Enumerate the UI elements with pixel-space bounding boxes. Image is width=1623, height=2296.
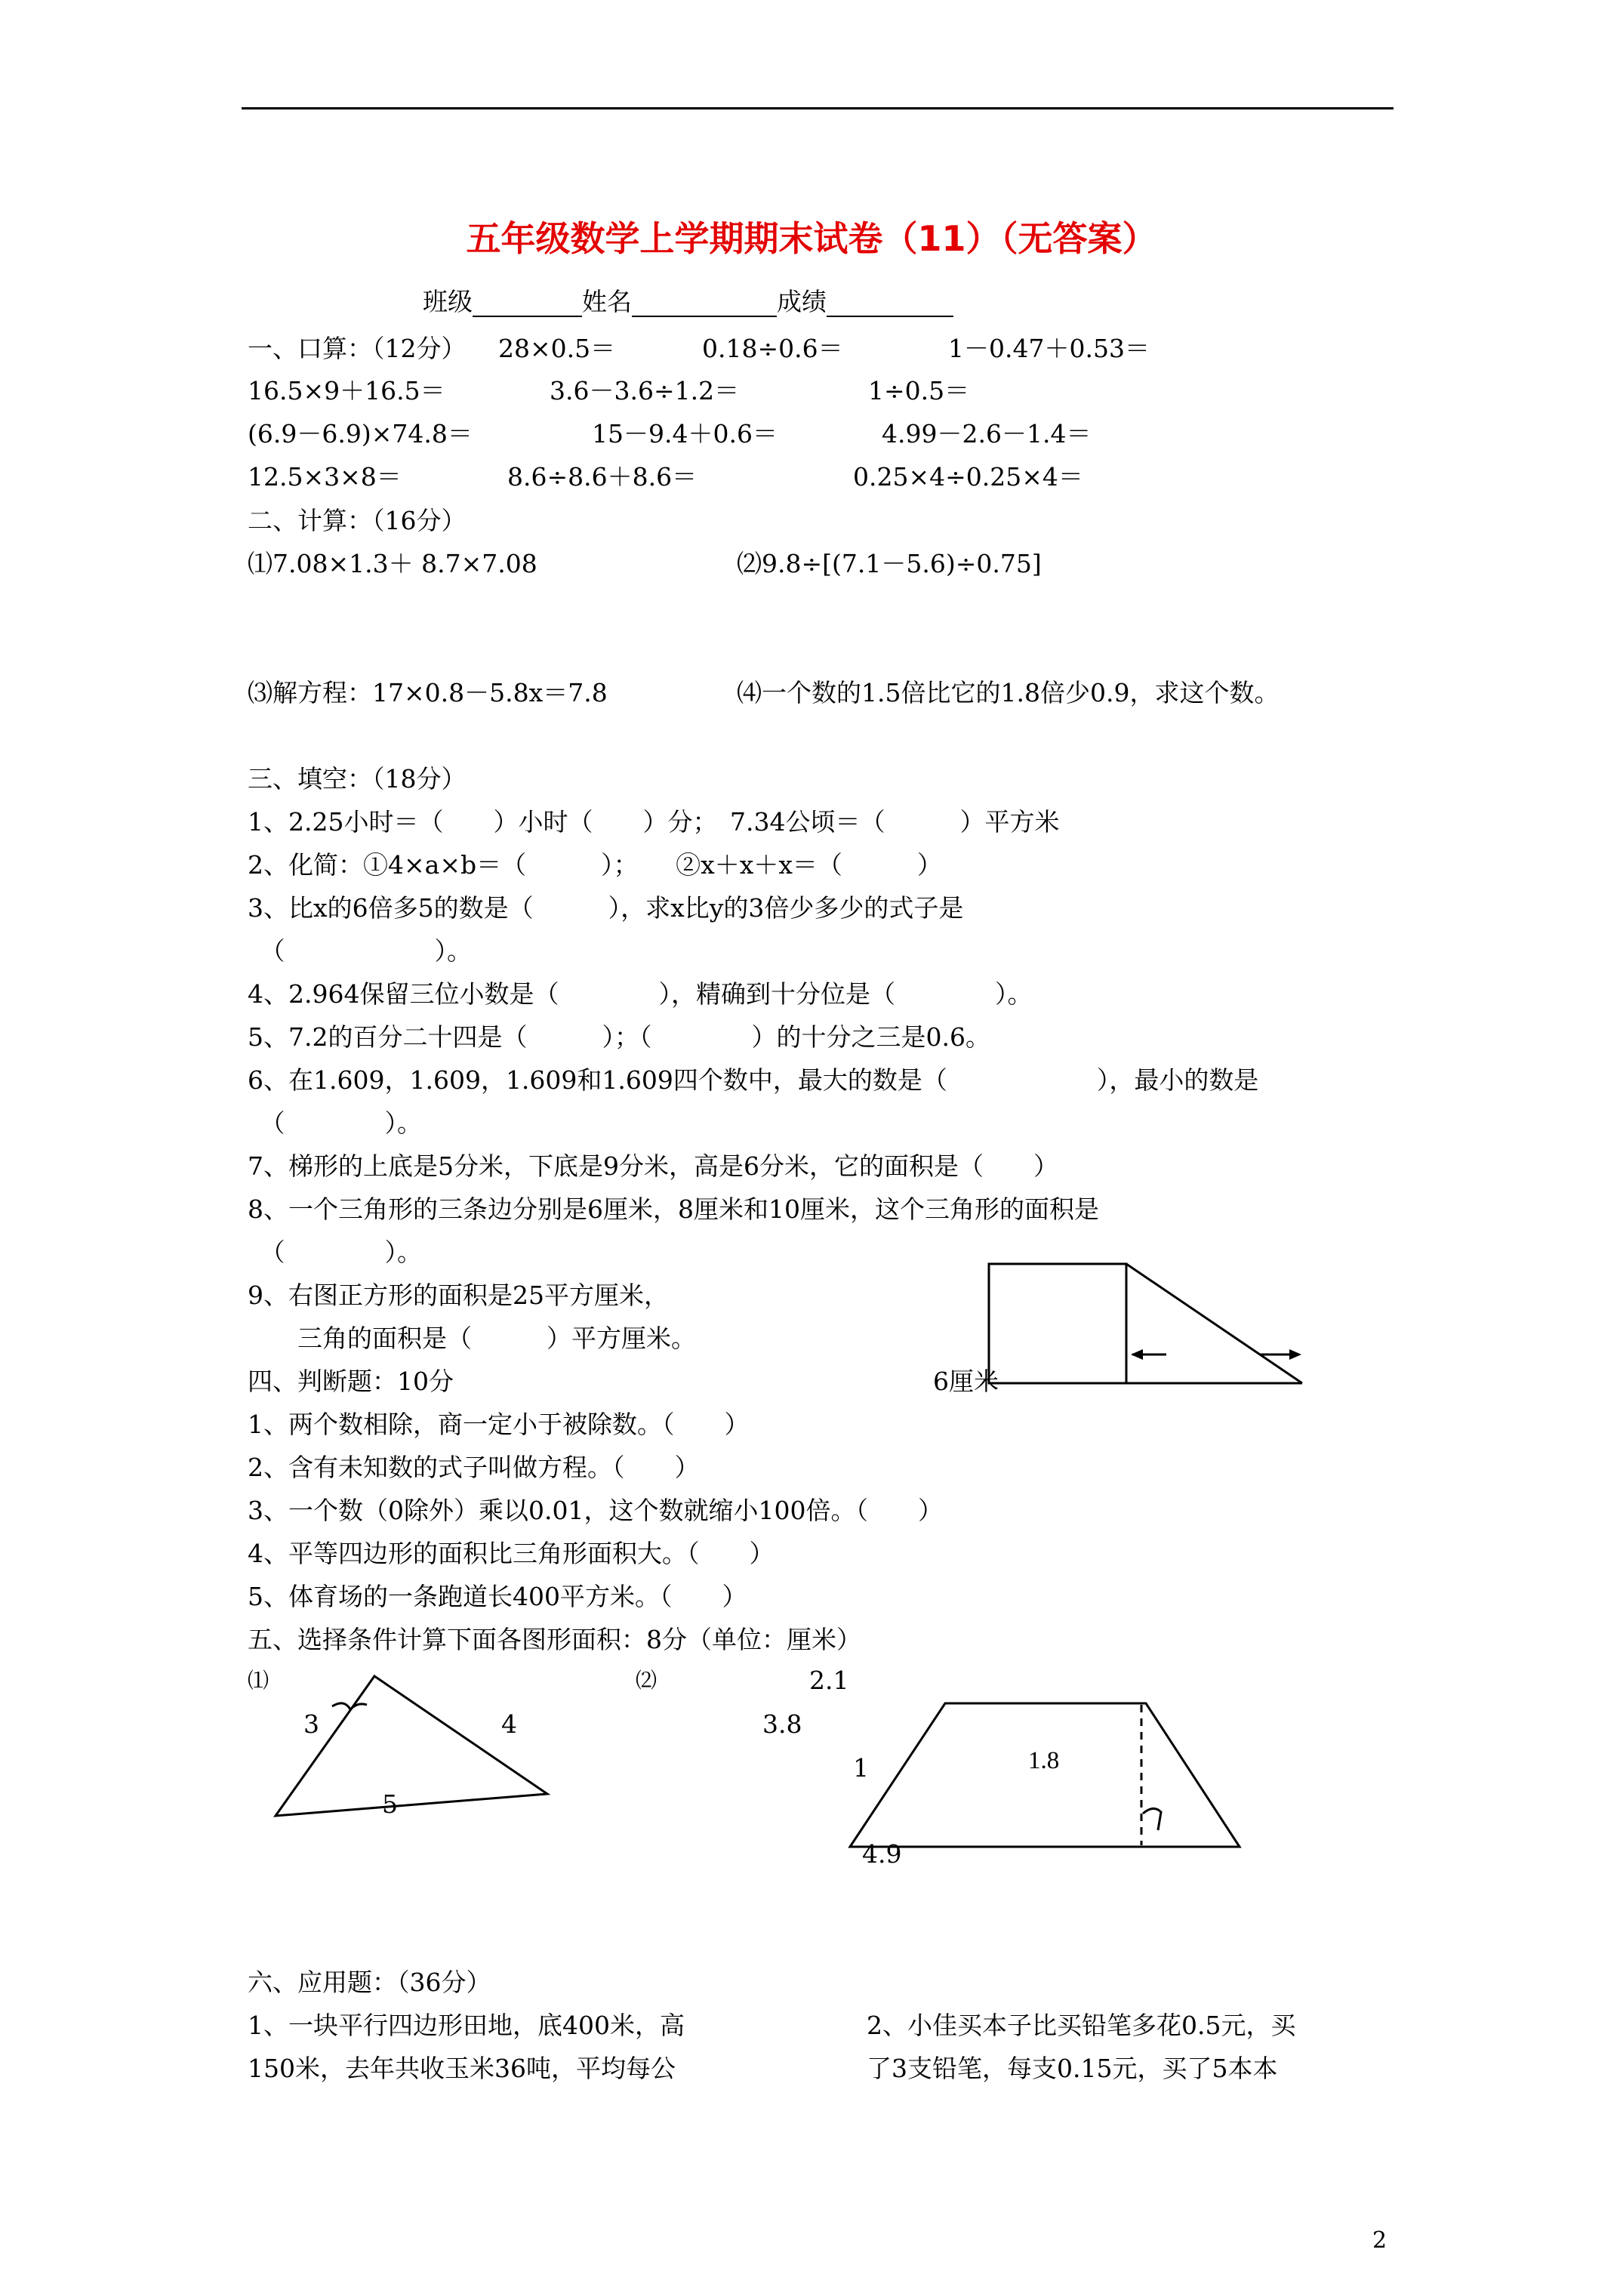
calc-q2: ⑵9.8÷[(7.1－5.6)÷0.75] bbox=[737, 549, 1042, 578]
score-label: 成绩 bbox=[777, 287, 827, 316]
trapezoid-figure bbox=[845, 1691, 1246, 1857]
fig1-side-c: 5 bbox=[382, 1789, 398, 1819]
app-q1-line: 1、一块平行四边形田地，底400米，高 bbox=[248, 2011, 685, 2040]
oral-item: 0.18÷0.6＝ bbox=[702, 334, 843, 363]
fill-line: （ ）。 bbox=[248, 936, 472, 966]
judge-line: 1、两个数相除，商一定小于被除数。（ ） bbox=[248, 1410, 750, 1439]
page-title: 五年级数学上学期期末试卷（11）（无答案） bbox=[466, 218, 1157, 259]
oral-item: 28×0.5＝ bbox=[498, 334, 616, 363]
app-q2-line: 2、小佳买本子比买铅笔多花0.5元，买 bbox=[867, 2011, 1296, 2040]
section5-heading: 五、选择条件计算下面各图形面积：8分（单位：厘米） bbox=[248, 1625, 861, 1654]
fig2-height: 1.8 bbox=[1028, 1747, 1060, 1774]
fill-line: 7、梯形的上底是5分米，下底是9分米，高是6分米，它的面积是（ ） bbox=[248, 1151, 1058, 1181]
class-blank[interactable] bbox=[473, 290, 582, 317]
judge-line: 2、含有未知数的式子叫做方程。（ ） bbox=[248, 1453, 700, 1482]
section6-heading: 六、应用题：（36分） bbox=[248, 1968, 491, 1997]
class-label: 班级 bbox=[423, 287, 473, 316]
triangle-shape bbox=[276, 1676, 547, 1816]
fill-line: 5、7.2的百分二十四是（ ）；（ ）的十分之三是0.6。 bbox=[248, 1022, 990, 1052]
name-blank[interactable] bbox=[632, 290, 777, 317]
oral-item: 0.25×4÷0.25×4＝ bbox=[853, 462, 1083, 492]
page-number: 2 bbox=[1372, 2227, 1387, 2254]
app-q2-line: 了3支铅笔，每支0.15元，买了5本本 bbox=[867, 2054, 1278, 2083]
fill-line: 2、化简：①4×a×b＝（ ）； ②x＋x＋x＝（ ） bbox=[248, 850, 942, 880]
fill-line: （ ）。 bbox=[248, 1237, 422, 1267]
right-angle-mark bbox=[1143, 1808, 1161, 1830]
score-blank[interactable] bbox=[827, 290, 953, 317]
oral-item: 1－0.47＋0.53＝ bbox=[948, 334, 1150, 363]
fig2-label: ⑵ bbox=[636, 1668, 658, 1693]
fill-line: 三角的面积是（ ）平方厘米。 bbox=[248, 1324, 696, 1353]
fig2-bottom: 4.9 bbox=[862, 1839, 902, 1869]
left-arrow-head bbox=[1131, 1349, 1143, 1360]
square-shape bbox=[989, 1264, 1126, 1383]
fill-line: 8、一个三角形的三条边分别是6厘米，8厘米和10厘米，这个三角形的面积是 bbox=[248, 1194, 1099, 1224]
fill-line: 1、2.25小时＝（ ）小时（ ）分； 7.34公顷＝（ ）平方米 bbox=[248, 807, 1060, 837]
right-arrow-head bbox=[1289, 1349, 1301, 1360]
fig2-side: 3.8 bbox=[762, 1709, 802, 1739]
app-q1-line: 150米，去年共收玉米36吨，平均每公 bbox=[248, 2054, 676, 2083]
judge-line: 3、一个数（0除外）乘以0.01，这个数就缩小100倍。（ ） bbox=[248, 1496, 943, 1525]
section4-heading: 四、判断题：10分 bbox=[248, 1367, 454, 1396]
fig2-top: 2.1 bbox=[809, 1666, 849, 1695]
name-label: 姓名 bbox=[582, 287, 632, 316]
fig2-left: 1 bbox=[853, 1753, 869, 1783]
judge-line: 4、平等四边形的面积比三角形面积大。（ ） bbox=[248, 1539, 775, 1568]
oral-item: 3.6－3.6÷1.2＝ bbox=[550, 376, 740, 405]
header-rule bbox=[242, 107, 1394, 109]
student-info-line bbox=[423, 287, 953, 317]
section2-heading: 二、计算：（16分） bbox=[248, 506, 467, 535]
fill-line: 4、2.964保留三位小数是（ ），精确到十分位是（ ）。 bbox=[248, 979, 1033, 1009]
calc-q3: ⑶解方程：17×0.8－5.8x＝7.8 bbox=[248, 678, 608, 707]
oral-item: 15－9.4＋0.6＝ bbox=[592, 419, 778, 448]
oral-item: 16.5×9＋16.5＝ bbox=[248, 376, 445, 405]
triangle-hypotenuse bbox=[1126, 1264, 1302, 1383]
triangle-figure bbox=[272, 1669, 559, 1820]
section1-heading: 一、口算：（12分） bbox=[248, 334, 467, 363]
oral-item: 1÷0.5＝ bbox=[868, 376, 970, 405]
judge-line: 5、体育场的一条跑道长400平方米。（ ） bbox=[248, 1582, 747, 1611]
fig1-label: ⑴ bbox=[248, 1668, 269, 1693]
oral-item: (6.9－6.9)×74.8＝ bbox=[248, 419, 473, 448]
calc-q1: ⑴7.08×1.3＋ 8.7×7.08 bbox=[248, 549, 537, 578]
fill-line: 6、在1.609，1.609，1.609和1.609四个数中，最大的数是（ ），最小的数是 bbox=[248, 1065, 1259, 1095]
square-triangle-figure bbox=[981, 1261, 1313, 1389]
calc-q4: ⑷一个数的1.5倍比它的1.8倍少0.9，求这个数。 bbox=[737, 678, 1280, 707]
fill-line: 9、右图正方形的面积是25平方厘米， bbox=[248, 1281, 669, 1310]
fill-line: 3、比x的6倍多5的数是（ ），求x比y的3倍少多少的式子是 bbox=[248, 893, 964, 923]
figure-length-label: 6厘米 bbox=[933, 1367, 999, 1396]
oral-item: 4.99－2.6－1.4＝ bbox=[882, 419, 1092, 448]
oral-item: 8.6÷8.6＋8.6＝ bbox=[507, 462, 698, 492]
oral-item: 12.5×3×8＝ bbox=[248, 462, 402, 492]
fill-line: （ ）。 bbox=[248, 1108, 422, 1138]
right-angle-mark bbox=[332, 1703, 367, 1709]
fig1-side-b: 4 bbox=[501, 1709, 517, 1739]
trapezoid-shape bbox=[850, 1703, 1240, 1847]
section3-heading: 三、填空：（18分） bbox=[248, 764, 467, 794]
fig1-side-a: 3 bbox=[303, 1709, 319, 1739]
